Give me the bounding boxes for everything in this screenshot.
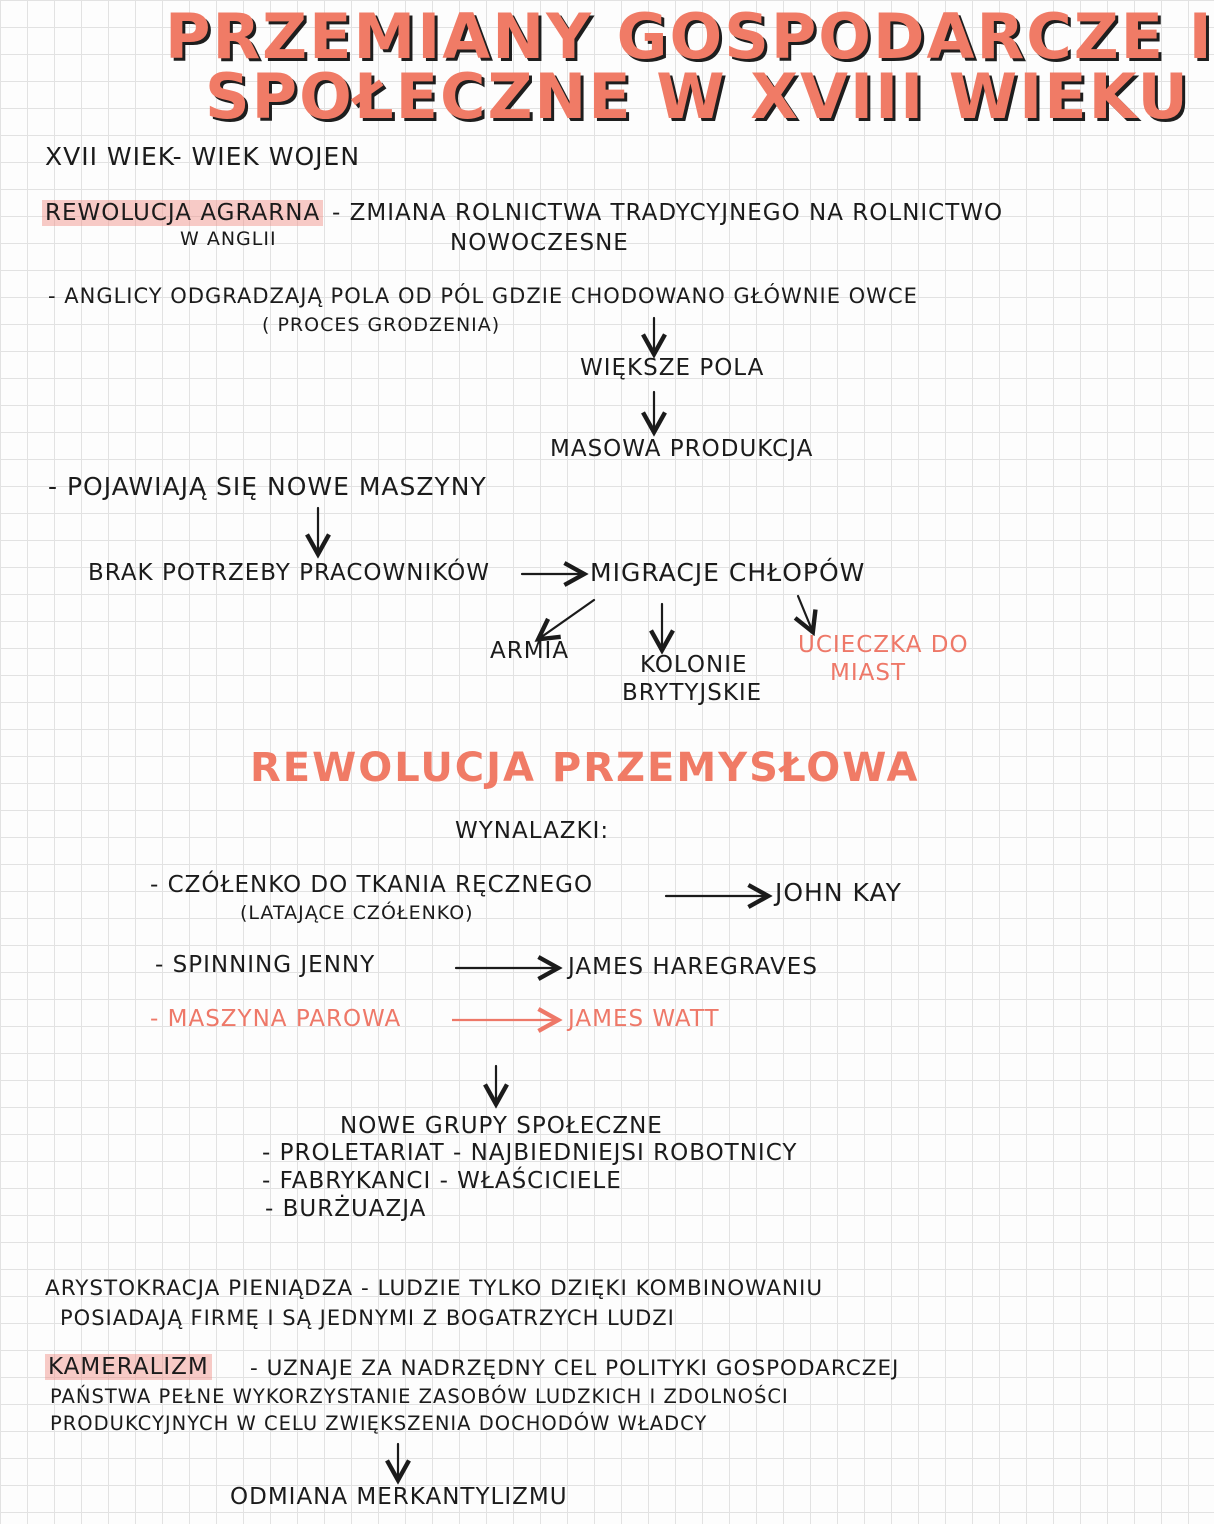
- cameralism-line2: PAŃSTWA PEŁNE WYKORZYSTANIE ZASOBÓW LUDZKICH I ZDOLNOŚCI: [50, 1385, 789, 1408]
- page-title-line2: SPOŁECZNE W XVIII WIEKU: [205, 60, 1190, 133]
- migration-army: ARMIA: [490, 638, 570, 664]
- enclosure-step2: MASOWA PRODUKCJA: [550, 436, 814, 462]
- invention-3-inventor: JAMES WATT: [568, 1006, 720, 1032]
- arrow-migration-to-cities: [798, 596, 812, 630]
- cameralism-line1: - UZNAJE ZA NADRZĘDNY CEL POLITYKI GOSPODARCZEJ: [250, 1356, 900, 1381]
- groups-heading: NOWE GRUPY SPOŁECZNE: [340, 1113, 663, 1139]
- migration: MIGRACJE CHŁOPÓW: [590, 558, 866, 587]
- enclosure-note: ( PROCES GRODZENIA): [262, 314, 501, 336]
- aristocracy-line1: ARYSTOKRACJA PIENIĄDZA - LUDZIE TYLKO DZIĘKI KOMBINOWANIU: [45, 1276, 824, 1301]
- migration-cities-1: UCIECZKA DO: [798, 632, 969, 658]
- cameralism-term: KAMERALIZM: [45, 1354, 212, 1380]
- group-2: - FABRYKANCI - WŁAŚCICIELE: [262, 1168, 622, 1194]
- enclosure-step1: WIĘKSZE POLA: [580, 355, 765, 381]
- agrarian-definition-2: NOWOCZESNE: [450, 230, 629, 256]
- group-3: - BURŻUAZJA: [265, 1196, 427, 1222]
- aristocracy-line2: POSIADAJĄ FIRMĘ I SĄ JEDNYMI Z BOGATRZYCH LUDZI: [60, 1306, 675, 1330]
- cameralism-result: ODMIANA MERKANTYLIZMU: [230, 1484, 568, 1510]
- machines-result: BRAK POTRZEBY PRACOWNIKÓW: [88, 560, 490, 586]
- migration-colonies-2: BRYTYJSKIE: [622, 680, 763, 706]
- agrarian-where: W ANGLII: [180, 228, 277, 250]
- invention-1-inventor: JOHN KAY: [775, 878, 902, 907]
- machines-text: - POJAWIAJĄ SIĘ NOWE MASZYNY: [48, 472, 487, 501]
- invention-2: - SPINNING JENNY: [155, 952, 376, 978]
- page-title-line1: PRZEMIANY GOSPODARCZE I: [165, 0, 1214, 73]
- invention-2-inventor: JAMES HAREGRAVES: [568, 954, 818, 980]
- invention-1-note: (LATAJĄCE CZÓŁENKO): [240, 902, 474, 924]
- industrial-heading: REWOLUCJA PRZEMYSŁOWA: [250, 745, 920, 791]
- enclosure-text: - ANGLICY ODGRADZAJĄ POLA OD PÓL GDZIE CHODOWANO GŁÓWNIE OWCE: [48, 284, 918, 308]
- invention-1: - CZÓŁENKO DO TKANIA RĘCZNEGO: [150, 872, 594, 898]
- group-1: - PROLETARIAT - NAJBIEDNIEJSI ROBOTNICY: [262, 1140, 798, 1166]
- agrarian-definition: - ZMIANA ROLNICTWA TRADYCYJNEGO NA ROLNICTWO: [332, 200, 1004, 226]
- cameralism-line3: PRODUKCYJNYCH W CELU ZWIĘKSZENIA DOCHODÓW WŁADCY: [50, 1412, 708, 1435]
- migration-colonies-1: KOLONIE: [640, 652, 748, 678]
- agrarian-term: REWOLUCJA AGRARNA: [42, 200, 323, 226]
- migration-cities-2: MIAST: [830, 660, 907, 686]
- inventions-label: WYNALAZKI:: [455, 818, 610, 844]
- invention-3: - MASZYNA PAROWA: [150, 1006, 402, 1032]
- intro-line: XVII WIEK- WIEK WOJEN: [45, 142, 361, 171]
- arrow-migration-to-army: [540, 600, 594, 638]
